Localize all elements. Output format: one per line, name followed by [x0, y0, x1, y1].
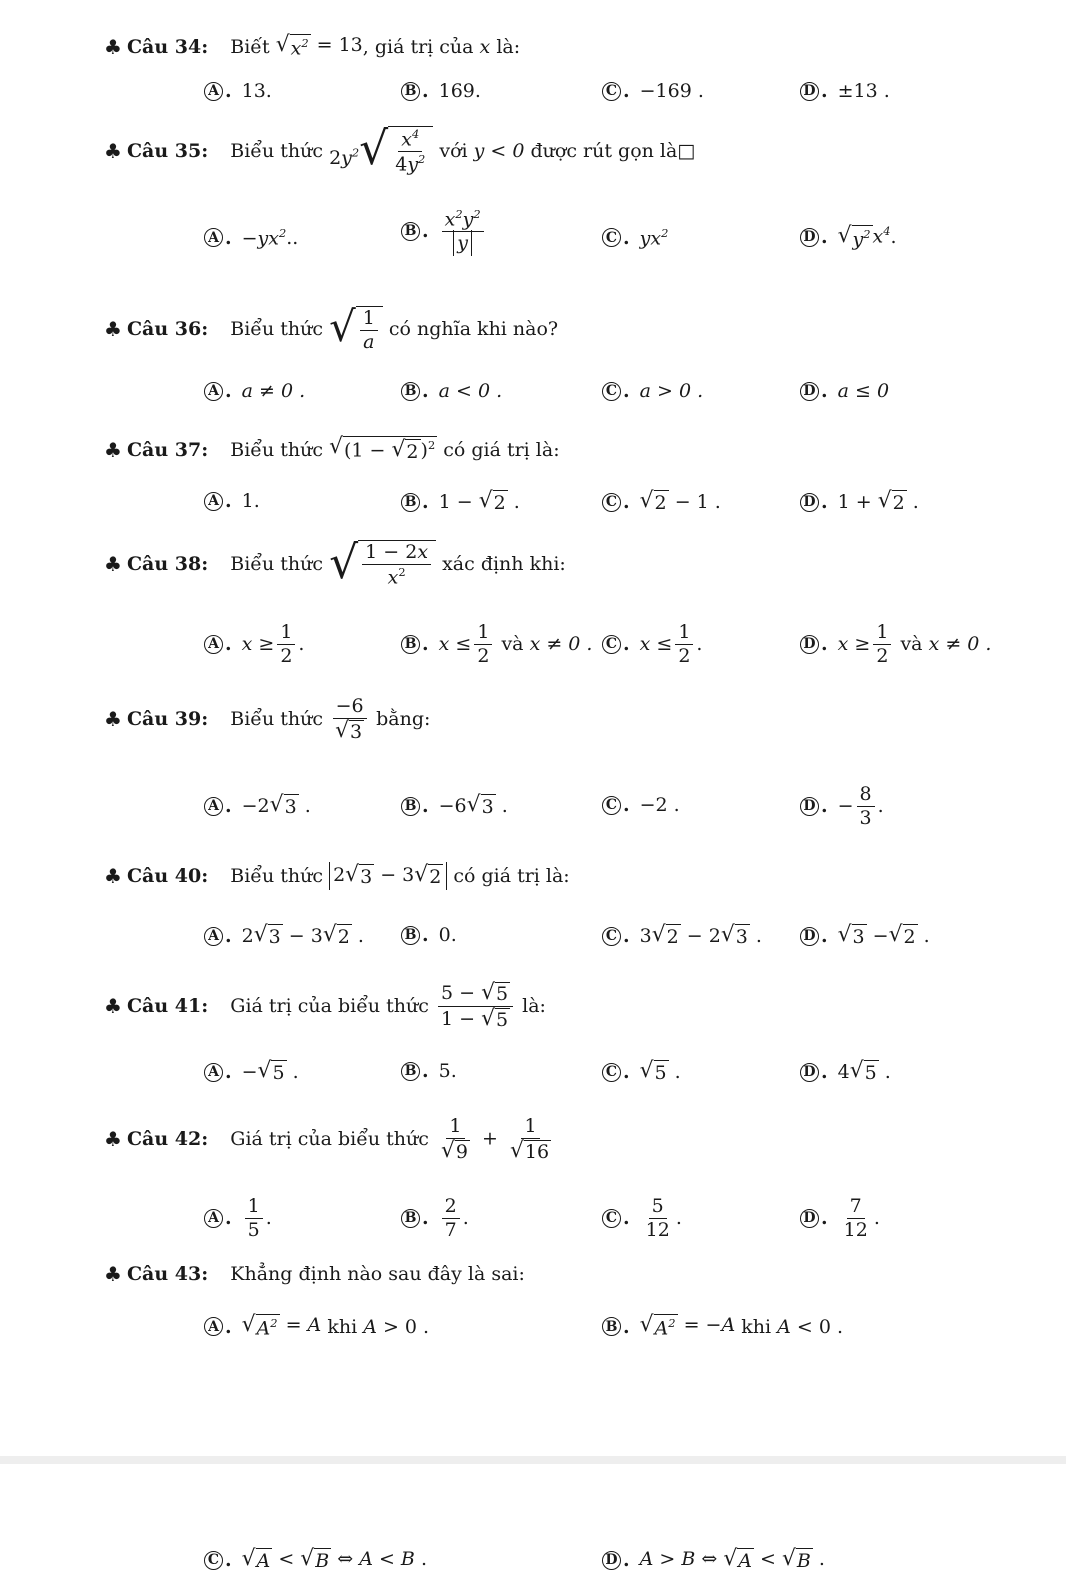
- question-37: [104, 436, 560, 463]
- question-39: [104, 696, 430, 743]
- math-expr: √ $x^2$ = 13: [275, 32, 363, 60]
- and-text: và: [501, 633, 524, 656]
- option-letter: D: [800, 382, 819, 401]
- option-b[interactable]: B . x ≤ $\frac{1}{2}$ và x ≠ 0 .: [401, 622, 592, 667]
- option-letter: B: [401, 222, 420, 241]
- question-label: Câu 42:: [126, 1128, 209, 1151]
- option-b[interactable]: B . −6 √ 3 .: [401, 794, 508, 818]
- option-text: a > 0 .: [639, 380, 704, 402]
- option-a[interactable]: A . √ $A^2$ = A khi A > 0 .: [204, 1314, 429, 1339]
- math-expr: √ (1 − √ 2 )$^2$: [329, 434, 436, 464]
- option-d[interactable]: D . 4 √ 5 .: [800, 1060, 891, 1084]
- option-letter: C: [602, 1063, 621, 1082]
- option-d[interactable]: D . ±13 .: [800, 80, 890, 102]
- option-letter: B: [401, 926, 420, 945]
- option-c[interactable]: C . −2 .: [602, 794, 680, 816]
- club-icon: ♣: [104, 437, 122, 462]
- option-letter: D: [800, 1063, 819, 1082]
- question-text: Biết: [230, 35, 270, 58]
- option-a[interactable]: A . a ≠ 0 .: [204, 380, 305, 402]
- question-text-2: có nghĩa khi nào?: [388, 318, 559, 341]
- option-b[interactable]: B . 0.: [401, 924, 457, 946]
- option-text: 4: [837, 1061, 850, 1083]
- option-math: $yx^2$: [639, 226, 669, 250]
- neq-text: x ≠ 0 .: [529, 633, 593, 656]
- question-text: Giá trị của biểu thức: [230, 995, 429, 1018]
- option-d[interactable]: D . x ≥ $\frac{1}{2}$ và x ≠ 0 .: [800, 622, 991, 667]
- option-text: 1 −: [438, 491, 473, 513]
- option-c[interactable]: C . a > 0 .: [602, 380, 703, 402]
- question-text-2: với: [439, 139, 468, 162]
- option-text: x ≤: [438, 633, 472, 656]
- question-label: Câu 41:: [126, 995, 209, 1018]
- option-d[interactable]: D . − $\frac{8}{3}$ .: [800, 784, 884, 829]
- option-letter: A: [204, 635, 223, 654]
- option-text: −2: [241, 795, 270, 817]
- option-text: x ≤: [639, 633, 673, 656]
- option-letter: C: [204, 1551, 223, 1570]
- question-label: Câu 39:: [126, 708, 209, 731]
- option-c[interactable]: C . 3 √ 2 − 2 √ 3 .: [602, 924, 762, 948]
- question-text: Biểu thức: [230, 139, 324, 162]
- option-b[interactable]: B . 5.: [401, 1060, 457, 1082]
- option-a[interactable]: A . 13.: [204, 80, 272, 102]
- question-text-2: có giá trị là:: [453, 865, 570, 887]
- option-text: −: [837, 795, 854, 818]
- option-math: $\frac{x^2y^2}{y}$: [442, 208, 484, 254]
- option-text: 1 +: [837, 491, 872, 513]
- option-letter: D: [800, 493, 819, 512]
- math-expr: √ $\frac{1}{a}$: [329, 306, 383, 353]
- question-text: Biểu thức: [230, 708, 324, 731]
- option-a[interactable]: A . x ≥ $\frac{1}{2}$ .: [204, 622, 304, 667]
- question-text: Biểu thức: [230, 318, 324, 341]
- option-letter: A: [204, 382, 223, 401]
- option-letter: C: [602, 1209, 621, 1228]
- math-expr: 1 √ 9 + 1 √ 16: [440, 1115, 550, 1163]
- option-c[interactable]: C . −169 .: [602, 80, 704, 102]
- question-text: Khẳng định nào sau đây là sai:: [230, 1263, 525, 1285]
- option-letter: C: [602, 228, 621, 247]
- question-text-2: xác định khi:: [442, 553, 566, 576]
- option-letter: C: [602, 796, 621, 815]
- option-letter: B: [401, 382, 420, 401]
- option-text: x ≥: [241, 633, 275, 656]
- question-text-2: bằng:: [376, 708, 431, 731]
- question-text-3: là:: [496, 35, 521, 58]
- option-text: −169 .: [639, 80, 704, 102]
- question-label: Câu 36:: [126, 318, 209, 341]
- option-d[interactable]: D . √ 3 − √ 2 .: [800, 924, 930, 948]
- question-label: Câu 37:: [126, 438, 209, 461]
- option-letter: D: [800, 927, 819, 946]
- option-letter: A: [204, 927, 223, 946]
- option-letter: A: [204, 228, 223, 247]
- option-a[interactable]: A . 2 √ 3 − 3 √ 2 .: [204, 924, 364, 948]
- option-text: a ≠ 0 .: [241, 380, 306, 402]
- club-icon: ♣: [104, 317, 122, 342]
- option-text: khi: [327, 1315, 358, 1338]
- question-42: [104, 1116, 557, 1163]
- option-text: −6: [438, 795, 467, 817]
- option-c[interactable]: C . $yx^2$: [602, 226, 668, 249]
- option-letter: C: [602, 493, 621, 512]
- math-expr: −6 √ 3: [332, 696, 367, 743]
- option-d[interactable]: D . A > B ⇔ √ A < √ B .: [602, 1548, 825, 1572]
- option-text: x ≥: [837, 633, 871, 656]
- option-letter: D: [800, 635, 819, 654]
- question-text: Biểu thức: [230, 438, 324, 461]
- question-41: [104, 982, 546, 1031]
- question-35: [104, 122, 696, 176]
- option-a[interactable]: A . −2 √ 3 .: [204, 794, 311, 818]
- option-text: 169.: [438, 80, 481, 102]
- option-letter: B: [401, 1062, 420, 1081]
- question-34: [104, 34, 520, 59]
- option-letter: B: [401, 493, 420, 512]
- question-43: [104, 1262, 525, 1286]
- option-text: − 1 .: [674, 491, 721, 513]
- option-math: √ $y^2$ $x^4$: [837, 223, 891, 251]
- question-text-2: có giá trị là:: [443, 438, 560, 461]
- option-text: 0.: [438, 924, 457, 946]
- option-letter: A: [204, 1209, 223, 1228]
- option-d[interactable]: D . √ $y^2$ $x^4$ .: [800, 224, 897, 251]
- question-label: Câu 38:: [126, 553, 209, 576]
- option-a[interactable]: A . 1.: [204, 490, 260, 512]
- option-text: 1.: [241, 490, 260, 512]
- option-math: $-yx^2$: [241, 226, 287, 250]
- option-letter: B: [401, 1209, 420, 1228]
- option-text: a ≤ 0: [837, 380, 890, 402]
- question-text-2: , giá trị của: [362, 35, 474, 58]
- option-letter: D: [800, 228, 819, 247]
- option-d[interactable]: D . $\frac{7}{12}$ .: [800, 1196, 880, 1241]
- math-expr: $2y^2$ √ $\frac{x^4}{4y^2}$: [329, 126, 433, 175]
- option-c[interactable]: C . √ 5 .: [602, 1060, 681, 1084]
- option-letter: C: [602, 635, 621, 654]
- option-letter: A: [204, 82, 223, 101]
- option-letter: D: [800, 797, 819, 816]
- club-icon: ♣: [104, 1127, 122, 1152]
- math-expr: 5 − √ 5 1 − √ 5: [438, 982, 513, 1031]
- question-36: [104, 302, 559, 353]
- option-text: 5.: [438, 1060, 457, 1082]
- question-text: Giá trị của biểu thức: [230, 1128, 429, 1151]
- option-a[interactable]: A . $-yx^2$ ..: [204, 226, 298, 249]
- question-38: [104, 536, 566, 589]
- question-40: [104, 862, 570, 890]
- option-b[interactable]: B . √ $A^2$ = −A khi A < 0 .: [602, 1314, 843, 1339]
- option-text: ..: [286, 226, 299, 249]
- option-letter: C: [602, 82, 621, 101]
- club-icon: ♣: [104, 34, 122, 59]
- question-label: Câu 34:: [126, 35, 209, 58]
- option-letter: B: [401, 635, 420, 654]
- math-cond: y < 0: [473, 139, 525, 162]
- option-letter: A: [204, 1317, 223, 1336]
- question-text-3: được rút gọn là□: [530, 139, 696, 162]
- option-letter: B: [401, 797, 420, 816]
- option-b[interactable]: B . $\frac{2}{7}$ .: [401, 1196, 469, 1241]
- option-letter: D: [800, 1209, 819, 1228]
- option-text: −: [241, 1061, 258, 1083]
- option-d[interactable]: D . a ≤ 0: [800, 380, 889, 402]
- question-label: Câu 40:: [126, 865, 209, 887]
- option-text: −2 .: [639, 794, 680, 816]
- club-icon: ♣: [104, 138, 122, 163]
- question-text: Biểu thức: [230, 865, 324, 887]
- option-letter: A: [204, 492, 223, 511]
- page-separator: [0, 1456, 1066, 1464]
- question-text: Biểu thức: [230, 553, 324, 576]
- option-text: ±13 .: [837, 80, 890, 102]
- question-label: Câu 35:: [126, 139, 209, 162]
- math-expr: √ $\frac{1 - 2x}{x^2}$: [329, 540, 436, 588]
- club-icon: ♣: [104, 994, 122, 1019]
- question-label: Câu 43:: [126, 1263, 209, 1285]
- option-text: 13.: [241, 80, 272, 102]
- option-letter: A: [204, 1063, 223, 1082]
- option-letter: D: [800, 82, 819, 101]
- option-text: a < 0 .: [438, 380, 503, 402]
- club-icon: ♣: [104, 1262, 122, 1286]
- option-c[interactable]: C . x ≤ $\frac{1}{2}$ .: [602, 622, 702, 667]
- option-letter: D: [602, 1551, 621, 1570]
- option-c[interactable]: C . $\frac{5}{12}$ .: [602, 1196, 682, 1241]
- option-text: .: [890, 226, 897, 249]
- option-letter: B: [401, 82, 420, 101]
- neq-text: x ≠ 0 .: [928, 633, 992, 656]
- option-b[interactable]: B . a < 0 .: [401, 380, 502, 402]
- and-text: và: [900, 633, 923, 656]
- option-letter: B: [602, 1317, 621, 1336]
- option-c[interactable]: C . √ 2 − 1 .: [602, 490, 721, 514]
- option-letter: A: [204, 797, 223, 816]
- question-text-2: là:: [522, 995, 546, 1018]
- club-icon: ♣: [104, 864, 122, 888]
- math-var: x: [479, 35, 491, 58]
- option-b[interactable]: B . 169.: [401, 80, 481, 102]
- option-text: khi: [741, 1315, 772, 1338]
- option-c[interactable]: C . √ A < √ B ⇔ A < B .: [204, 1548, 427, 1572]
- option-b[interactable]: B . 1 − √ 2 .: [401, 490, 520, 514]
- club-icon: ♣: [104, 707, 122, 732]
- option-b[interactable]: B . $\frac{x^2y^2}{y}$: [401, 208, 487, 254]
- option-letter: C: [602, 382, 621, 401]
- option-d[interactable]: D . 1 + √ 2 .: [800, 490, 919, 514]
- option-letter: C: [602, 927, 621, 946]
- club-icon: ♣: [104, 552, 122, 577]
- math-expr: 2 √ 3 − 3 √ 2: [329, 862, 447, 890]
- option-a[interactable]: A . $\frac{1}{5}$ .: [204, 1196, 272, 1241]
- option-a[interactable]: A . − √ 5 .: [204, 1060, 299, 1084]
